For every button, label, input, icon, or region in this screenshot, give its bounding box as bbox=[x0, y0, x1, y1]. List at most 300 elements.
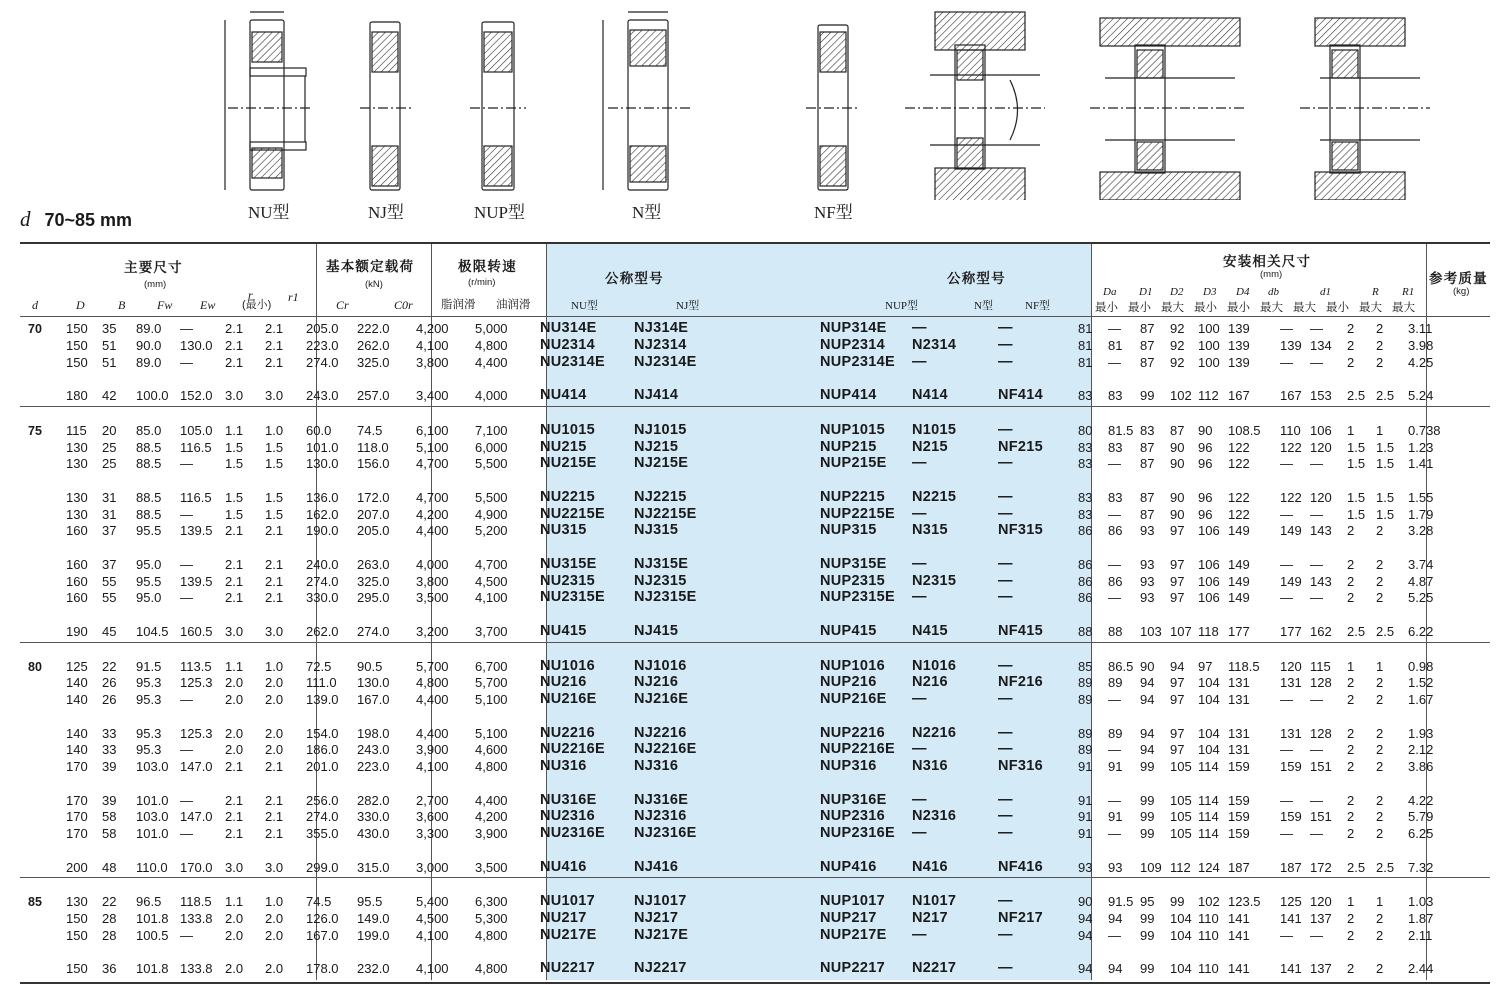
cell-mass: 0.738 bbox=[1408, 422, 1441, 438]
cell-r1-max: 1.5 bbox=[1376, 489, 1395, 505]
cell-oil: 4,500 bbox=[475, 573, 508, 589]
cell-Fw: 91.5 bbox=[136, 658, 162, 674]
header-mass-unit: (kg) bbox=[1453, 286, 1470, 297]
cell-B: 39 bbox=[102, 759, 117, 774]
cell-B: 48 bbox=[102, 859, 117, 875]
cell-mass: 3.86 bbox=[1408, 759, 1434, 774]
cell-Ew: — bbox=[180, 826, 193, 841]
cell-r1: 2.0 bbox=[265, 692, 284, 707]
cell-B: 26 bbox=[102, 692, 117, 707]
cell-db: 159 bbox=[1228, 809, 1250, 825]
cell-mass: 2.11 bbox=[1408, 927, 1433, 943]
cell-nup: NUP217E bbox=[820, 926, 887, 943]
cell-r-max: 2 bbox=[1347, 321, 1355, 336]
cell-d1max: 141 bbox=[1280, 961, 1302, 977]
cell-mass: 4.22 bbox=[1408, 792, 1434, 808]
cell-d1: 89 bbox=[1108, 675, 1123, 691]
cell-r1: 2.1 bbox=[265, 337, 284, 353]
cell-nup: NUP415 bbox=[820, 622, 877, 639]
cell-Fw: 95.0 bbox=[136, 556, 162, 572]
cell-Ew: 118.5 bbox=[180, 894, 212, 910]
cell-B: 42 bbox=[102, 388, 117, 403]
cell-cr: 60.0 bbox=[306, 422, 332, 438]
cell-r1: 2.0 bbox=[265, 927, 284, 943]
cell-nf: — bbox=[998, 320, 1013, 336]
header-load: 基本额定载荷 bbox=[326, 259, 415, 274]
cell-oil: 7,100 bbox=[475, 422, 508, 438]
cell-B: 31 bbox=[102, 506, 117, 522]
cell-grease: 3,900 bbox=[416, 742, 449, 758]
cell-d3: 105 bbox=[1170, 826, 1192, 841]
cell-r1-max: 2 bbox=[1376, 675, 1384, 691]
cell-cr: 274.0 bbox=[306, 573, 339, 589]
cell-d2: 83 bbox=[1140, 422, 1155, 438]
cell-Ew: — bbox=[180, 742, 193, 758]
cell-r1-max: 2.5 bbox=[1376, 623, 1395, 639]
cell-nup: NUP2314E bbox=[820, 353, 895, 370]
cell-oil: 4,800 bbox=[475, 337, 508, 353]
header-install-q: 最小 bbox=[1326, 302, 1349, 314]
cell-n: N2314 bbox=[912, 336, 957, 353]
cell-cor: 257.0 bbox=[357, 388, 390, 403]
header-sym-cor: C0r bbox=[394, 298, 413, 312]
cell-mass: 2.12 bbox=[1408, 742, 1434, 758]
cell-cr: 274.0 bbox=[306, 809, 339, 825]
cell-nup: NUP2217 bbox=[820, 960, 885, 977]
cell-db: 131 bbox=[1228, 742, 1250, 758]
cell-r1: 2.1 bbox=[265, 556, 284, 572]
cell-d1min: 153 bbox=[1310, 388, 1332, 403]
cell-d1min: — bbox=[1310, 506, 1323, 522]
cell-r1: 2.1 bbox=[265, 809, 284, 825]
cell-nf: — bbox=[998, 893, 1013, 910]
cell-nf: NF316 bbox=[998, 758, 1044, 774]
cell-n: — bbox=[912, 353, 927, 370]
group-d-value: 75 bbox=[28, 423, 42, 438]
cell-cr: 299.0 bbox=[306, 859, 339, 875]
cell-r1: 1.5 bbox=[265, 439, 284, 455]
cell-d1min: 143 bbox=[1310, 523, 1332, 539]
cell-nu: NU414 bbox=[540, 387, 587, 403]
cell-mass: 3.28 bbox=[1408, 523, 1434, 539]
cell-Fw: 104.5 bbox=[136, 623, 169, 639]
cell-n: — bbox=[912, 320, 927, 336]
cell-D: 200 bbox=[66, 859, 88, 875]
cell-nup: NUP416 bbox=[820, 858, 877, 875]
cell-r: 2.0 bbox=[225, 961, 244, 977]
cell-d4: 114 bbox=[1198, 759, 1219, 774]
cell-cr: 154.0 bbox=[306, 725, 339, 741]
cell-nj: NJ316E bbox=[634, 791, 689, 808]
cell-cr: 136.0 bbox=[306, 489, 339, 505]
cell-d2: 94 bbox=[1140, 742, 1155, 758]
cell-nu: NU2215 bbox=[540, 488, 595, 505]
cell-B: 31 bbox=[102, 489, 117, 505]
cell-cor: 295.0 bbox=[357, 590, 390, 606]
cell-r: 2.1 bbox=[225, 826, 244, 841]
cell-d1: 91.5 bbox=[1108, 894, 1134, 910]
cell-cor: 330.0 bbox=[357, 809, 390, 825]
cell-nj: NJ315E bbox=[634, 555, 689, 572]
cell-oil: 4,900 bbox=[475, 506, 508, 522]
cell-d4: 90 bbox=[1198, 422, 1213, 438]
cell-da: 83 bbox=[1078, 456, 1093, 472]
header-install-sym: D3 bbox=[1203, 286, 1217, 298]
cell-grease: 2,700 bbox=[416, 792, 449, 808]
cell-d4: 118 bbox=[1198, 623, 1219, 639]
group-d-value: 85 bbox=[28, 895, 42, 910]
cell-d1: — bbox=[1108, 692, 1121, 707]
cell-d1: 81.5 bbox=[1108, 422, 1134, 438]
cell-nj: NJ2316E bbox=[634, 825, 697, 841]
cell-mass: 1.41 bbox=[1408, 456, 1434, 472]
cell-mass: 5.24 bbox=[1408, 388, 1434, 403]
cell-d3: 105 bbox=[1170, 792, 1192, 808]
header-install-sym: Da bbox=[1103, 286, 1117, 298]
cell-r1-max: 2 bbox=[1376, 556, 1384, 572]
cell-nj: NJ2315E bbox=[634, 589, 697, 606]
cell-d1: — bbox=[1108, 590, 1121, 606]
cell-cr: 262.0 bbox=[306, 623, 339, 639]
cell-r1: 2.0 bbox=[265, 675, 284, 691]
cell-r1: 3.0 bbox=[265, 388, 284, 403]
cell-r-max: 2.5 bbox=[1347, 388, 1366, 403]
cell-nup: NUP215E bbox=[820, 455, 887, 472]
cell-d2: 95 bbox=[1140, 894, 1155, 910]
cell-oil: 4,600 bbox=[475, 742, 508, 758]
cell-r: 1.1 bbox=[225, 422, 244, 438]
cell-r1-max: 2 bbox=[1376, 792, 1384, 808]
cell-r-max: 2 bbox=[1347, 725, 1355, 741]
cell-db: 122 bbox=[1228, 456, 1250, 472]
cell-r1: 2.0 bbox=[265, 725, 284, 741]
cell-da: 83 bbox=[1078, 489, 1093, 505]
header-type-nf: NF型 bbox=[1025, 300, 1051, 312]
cell-d1: 88 bbox=[1108, 623, 1123, 639]
cell-r-max: 2 bbox=[1347, 927, 1355, 943]
cell-d1max: 187 bbox=[1280, 859, 1302, 875]
cell-grease: 5,100 bbox=[416, 439, 449, 455]
cell-db: 159 bbox=[1228, 759, 1250, 774]
cell-d1: — bbox=[1108, 321, 1121, 336]
cell-d1max: — bbox=[1280, 590, 1293, 606]
cell-nj: NJ415 bbox=[634, 622, 679, 639]
cell-D: 115 bbox=[66, 422, 87, 438]
cell-d1min: — bbox=[1310, 742, 1323, 758]
cell-mass: 1.79 bbox=[1408, 506, 1434, 522]
cell-d4: 112 bbox=[1198, 388, 1219, 403]
cell-d4: 102 bbox=[1198, 894, 1220, 910]
cell-d4: 100 bbox=[1198, 337, 1220, 353]
cell-r: 2.1 bbox=[225, 573, 244, 589]
cell-Fw: 95.3 bbox=[136, 725, 162, 741]
cell-r-max: 2 bbox=[1347, 573, 1355, 589]
cell-cr: 126.0 bbox=[306, 911, 339, 926]
header-install-q: 最小 bbox=[1128, 302, 1151, 314]
cell-nu: NU1015 bbox=[540, 421, 595, 438]
cell-cr: 330.0 bbox=[306, 590, 339, 606]
cell-d3: 104 bbox=[1170, 927, 1192, 943]
cell-cr: 74.5 bbox=[306, 894, 332, 910]
header-load-unit: (kN) bbox=[365, 279, 383, 290]
cell-B: 45 bbox=[102, 623, 117, 639]
nu-diagram bbox=[225, 12, 312, 190]
cell-d1: — bbox=[1108, 742, 1121, 758]
header-oil: 油润滑 bbox=[496, 299, 531, 311]
cell-db: 149 bbox=[1228, 523, 1250, 539]
cell-r1: 1.5 bbox=[265, 489, 284, 505]
cell-d3: 90 bbox=[1170, 489, 1185, 505]
cell-r-max: 1.5 bbox=[1347, 489, 1366, 505]
header-divider bbox=[20, 316, 1490, 317]
cell-Fw: 101.0 bbox=[136, 792, 169, 808]
cell-n: N415 bbox=[912, 622, 948, 639]
cell-d2: 99 bbox=[1140, 927, 1155, 943]
cell-cor: 274.0 bbox=[357, 623, 390, 639]
cell-nup: NUP2216E bbox=[820, 741, 895, 758]
header-grease: 脂润滑 bbox=[441, 299, 476, 311]
cell-d4: 110 bbox=[1198, 927, 1219, 943]
cell-d1min: 120 bbox=[1310, 489, 1332, 505]
cell-grease: 4,400 bbox=[416, 523, 449, 539]
cell-d4: 110 bbox=[1198, 961, 1219, 977]
cell-D: 160 bbox=[66, 556, 88, 572]
cell-nj: NJ315 bbox=[634, 522, 679, 539]
header-install-sym: D1 bbox=[1139, 286, 1153, 298]
cell-n: N2316 bbox=[912, 808, 957, 825]
cell-mass: 3.11 bbox=[1408, 321, 1433, 336]
cell-D: 160 bbox=[66, 573, 88, 589]
cell-Ew: 116.5 bbox=[180, 489, 212, 505]
cell-B: 25 bbox=[102, 439, 117, 455]
cell-d1min: 128 bbox=[1310, 725, 1332, 741]
cell-grease: 5,400 bbox=[416, 894, 449, 910]
cell-n: — bbox=[912, 926, 927, 943]
cell-r1-max: 2 bbox=[1376, 809, 1384, 825]
cell-r1: 2.1 bbox=[265, 759, 284, 774]
cell-d1max: 110 bbox=[1280, 422, 1301, 438]
cell-d2: 99 bbox=[1140, 911, 1155, 926]
group-divider bbox=[20, 406, 1490, 407]
cell-da: 89 bbox=[1078, 675, 1093, 691]
cell-d1max: 159 bbox=[1280, 759, 1302, 774]
cell-d2: 99 bbox=[1140, 759, 1155, 774]
cell-da: 91 bbox=[1078, 809, 1093, 825]
cell-nj: NJ1017 bbox=[634, 893, 687, 910]
cell-r1-max: 2 bbox=[1376, 692, 1384, 707]
cell-r1: 2.1 bbox=[265, 321, 284, 336]
cell-nj: NJ316 bbox=[634, 758, 679, 774]
cell-nj: NJ416 bbox=[634, 858, 679, 875]
cell-d2: 93 bbox=[1140, 573, 1155, 589]
cell-da: 94 bbox=[1078, 911, 1093, 926]
cell-B: 36 bbox=[102, 961, 117, 977]
cell-d1: — bbox=[1108, 354, 1121, 370]
cell-cor: 198.0 bbox=[357, 725, 390, 741]
cell-D: 140 bbox=[66, 742, 88, 758]
cell-d3: 104 bbox=[1170, 961, 1192, 977]
cell-r1-max: 2 bbox=[1376, 927, 1384, 943]
cell-d1max: 141 bbox=[1280, 911, 1302, 926]
cell-r: 1.1 bbox=[225, 658, 244, 674]
cell-r: 1.5 bbox=[225, 439, 244, 455]
cell-r1-max: 1.5 bbox=[1376, 439, 1395, 455]
header-install-sym: R1 bbox=[1402, 286, 1415, 298]
cell-nu: NU416 bbox=[540, 858, 587, 875]
cell-db: 118.5 bbox=[1228, 658, 1260, 674]
cell-B: 22 bbox=[102, 894, 117, 910]
cell-d1min: — bbox=[1310, 792, 1323, 808]
cell-grease: 3,800 bbox=[416, 354, 449, 370]
cell-nj: NJ2216 bbox=[634, 724, 687, 741]
cell-d3: 97 bbox=[1170, 573, 1185, 589]
cell-cor: 205.0 bbox=[357, 523, 390, 539]
cell-Ew: — bbox=[180, 556, 193, 572]
cell-d4: 106 bbox=[1198, 556, 1220, 572]
cell-D: 125 bbox=[66, 658, 88, 674]
cell-nj: NJ2315 bbox=[634, 572, 687, 589]
cell-nf: — bbox=[998, 691, 1013, 707]
cell-nj: NJ414 bbox=[634, 387, 679, 403]
cell-d1min: 106 bbox=[1310, 422, 1332, 438]
cell-d4: 114 bbox=[1198, 826, 1219, 841]
cell-r1-max: 2 bbox=[1376, 759, 1384, 774]
cell-nup: NUP314E bbox=[820, 320, 887, 336]
cell-B: 28 bbox=[102, 927, 117, 943]
cell-d4: 104 bbox=[1198, 742, 1220, 758]
cell-nj: NJ2314 bbox=[634, 336, 687, 353]
cell-nj: NJ216E bbox=[634, 691, 689, 707]
cell-nf: — bbox=[998, 555, 1013, 572]
cell-d3: 97 bbox=[1170, 556, 1185, 572]
cell-nj: NJ1015 bbox=[634, 421, 687, 438]
cell-r-max: 1 bbox=[1347, 658, 1355, 674]
cell-d3: 92 bbox=[1170, 354, 1185, 370]
cell-Fw: 101.8 bbox=[136, 961, 169, 977]
cell-db: 187 bbox=[1228, 859, 1250, 875]
cell-d3: 90 bbox=[1170, 456, 1185, 472]
group-divider bbox=[20, 642, 1490, 643]
cell-D: 150 bbox=[66, 911, 88, 926]
cell-nf: — bbox=[998, 825, 1013, 841]
cell-Fw: 90.0 bbox=[136, 337, 162, 353]
cell-d1: 94 bbox=[1108, 911, 1123, 926]
cell-oil: 5,200 bbox=[475, 523, 508, 539]
cell-grease: 3,600 bbox=[416, 809, 449, 825]
cell-r1-max: 2 bbox=[1376, 911, 1384, 926]
cell-r: 2.1 bbox=[225, 809, 244, 825]
cell-grease: 4,100 bbox=[416, 759, 449, 774]
cell-r1-max: 1.5 bbox=[1376, 506, 1395, 522]
cell-mass: 5.79 bbox=[1408, 809, 1434, 825]
cell-db: 141 bbox=[1228, 927, 1250, 943]
cell-r-max: 2 bbox=[1347, 692, 1355, 707]
cell-d3: 90 bbox=[1170, 506, 1185, 522]
cell-nu: NU415 bbox=[540, 622, 587, 639]
cell-d3: 97 bbox=[1170, 742, 1185, 758]
cell-grease: 4,200 bbox=[416, 321, 449, 336]
cell-d1: 91 bbox=[1108, 759, 1123, 774]
cell-r: 2.1 bbox=[225, 759, 244, 774]
cell-mass: 6.25 bbox=[1408, 826, 1434, 841]
cell-d2: 94 bbox=[1140, 675, 1155, 691]
cell-da: 94 bbox=[1078, 927, 1093, 943]
header-sym-d: d bbox=[32, 298, 38, 312]
cell-grease: 3,000 bbox=[416, 859, 449, 875]
cell-d1min: — bbox=[1310, 321, 1323, 336]
cell-d2: 94 bbox=[1140, 692, 1155, 707]
cell-cor: 430.0 bbox=[357, 826, 390, 841]
cell-da: 81 bbox=[1078, 354, 1093, 370]
cell-r-max: 2 bbox=[1347, 809, 1355, 825]
cell-d1min: — bbox=[1310, 556, 1323, 572]
cell-grease: 5,700 bbox=[416, 658, 449, 674]
cell-d1min: 151 bbox=[1310, 809, 1332, 825]
cell-db: 149 bbox=[1228, 590, 1250, 606]
cell-Fw: 101.0 bbox=[136, 826, 169, 841]
cell-nj: NJ2316 bbox=[634, 808, 687, 825]
cell-grease: 6,100 bbox=[416, 422, 449, 438]
header-install-q: 最小 bbox=[1227, 302, 1250, 314]
cell-n: N1015 bbox=[912, 421, 957, 438]
cell-d2: 99 bbox=[1140, 388, 1155, 403]
cell-Ew: 113.5 bbox=[180, 658, 212, 674]
cell-nj: NJ2215E bbox=[634, 505, 697, 522]
cell-nup: NUP1017 bbox=[820, 893, 885, 910]
figure-label-nj: NJ型 bbox=[368, 203, 404, 222]
cell-oil: 6,300 bbox=[475, 894, 508, 910]
cell-r-max: 2 bbox=[1347, 675, 1355, 691]
cell-d1min: 172 bbox=[1310, 859, 1332, 875]
cell-cr: 243.0 bbox=[306, 388, 339, 403]
cell-B: 39 bbox=[102, 792, 117, 808]
cell-nf: — bbox=[998, 808, 1013, 825]
cell-d1max: — bbox=[1280, 354, 1293, 370]
figure-label-nup: NUP型 bbox=[474, 203, 526, 222]
cell-nf: — bbox=[998, 455, 1013, 472]
cell-Fw: 88.5 bbox=[136, 506, 162, 522]
cell-da: 91 bbox=[1078, 826, 1093, 841]
header-type-n: N型 bbox=[974, 300, 993, 312]
cell-Ew: 147.0 bbox=[180, 809, 213, 825]
cell-db: 108.5 bbox=[1228, 422, 1261, 438]
cell-d1: 83 bbox=[1108, 439, 1123, 455]
cell-db: 123.5 bbox=[1228, 894, 1261, 910]
cell-db: 159 bbox=[1228, 792, 1250, 808]
cell-d3: 107 bbox=[1170, 623, 1192, 639]
cell-nf: NF215 bbox=[998, 438, 1044, 455]
cell-r1-max: 2 bbox=[1376, 523, 1384, 539]
cell-cr: 167.0 bbox=[306, 927, 339, 943]
cell-mass: 7.32 bbox=[1408, 859, 1434, 875]
cell-r: 2.0 bbox=[225, 725, 244, 741]
header-sym-B: B bbox=[118, 298, 126, 312]
cell-nf: — bbox=[998, 791, 1013, 808]
cell-d4: 124 bbox=[1198, 859, 1220, 875]
header-install-q: 最大 bbox=[1260, 302, 1283, 314]
cell-d4: 114 bbox=[1198, 792, 1219, 808]
header-install-sym: d1 bbox=[1320, 286, 1331, 298]
cell-oil: 5,500 bbox=[475, 456, 508, 472]
cell-r1-max: 2 bbox=[1376, 826, 1384, 841]
cell-D: 150 bbox=[66, 961, 88, 977]
cell-d1max: — bbox=[1280, 692, 1293, 707]
cell-grease: 4,200 bbox=[416, 506, 449, 522]
cell-d1min: 137 bbox=[1310, 911, 1332, 926]
cell-cor: 325.0 bbox=[357, 573, 390, 589]
cell-grease: 4,800 bbox=[416, 675, 449, 691]
cell-d1max: 131 bbox=[1280, 675, 1302, 691]
